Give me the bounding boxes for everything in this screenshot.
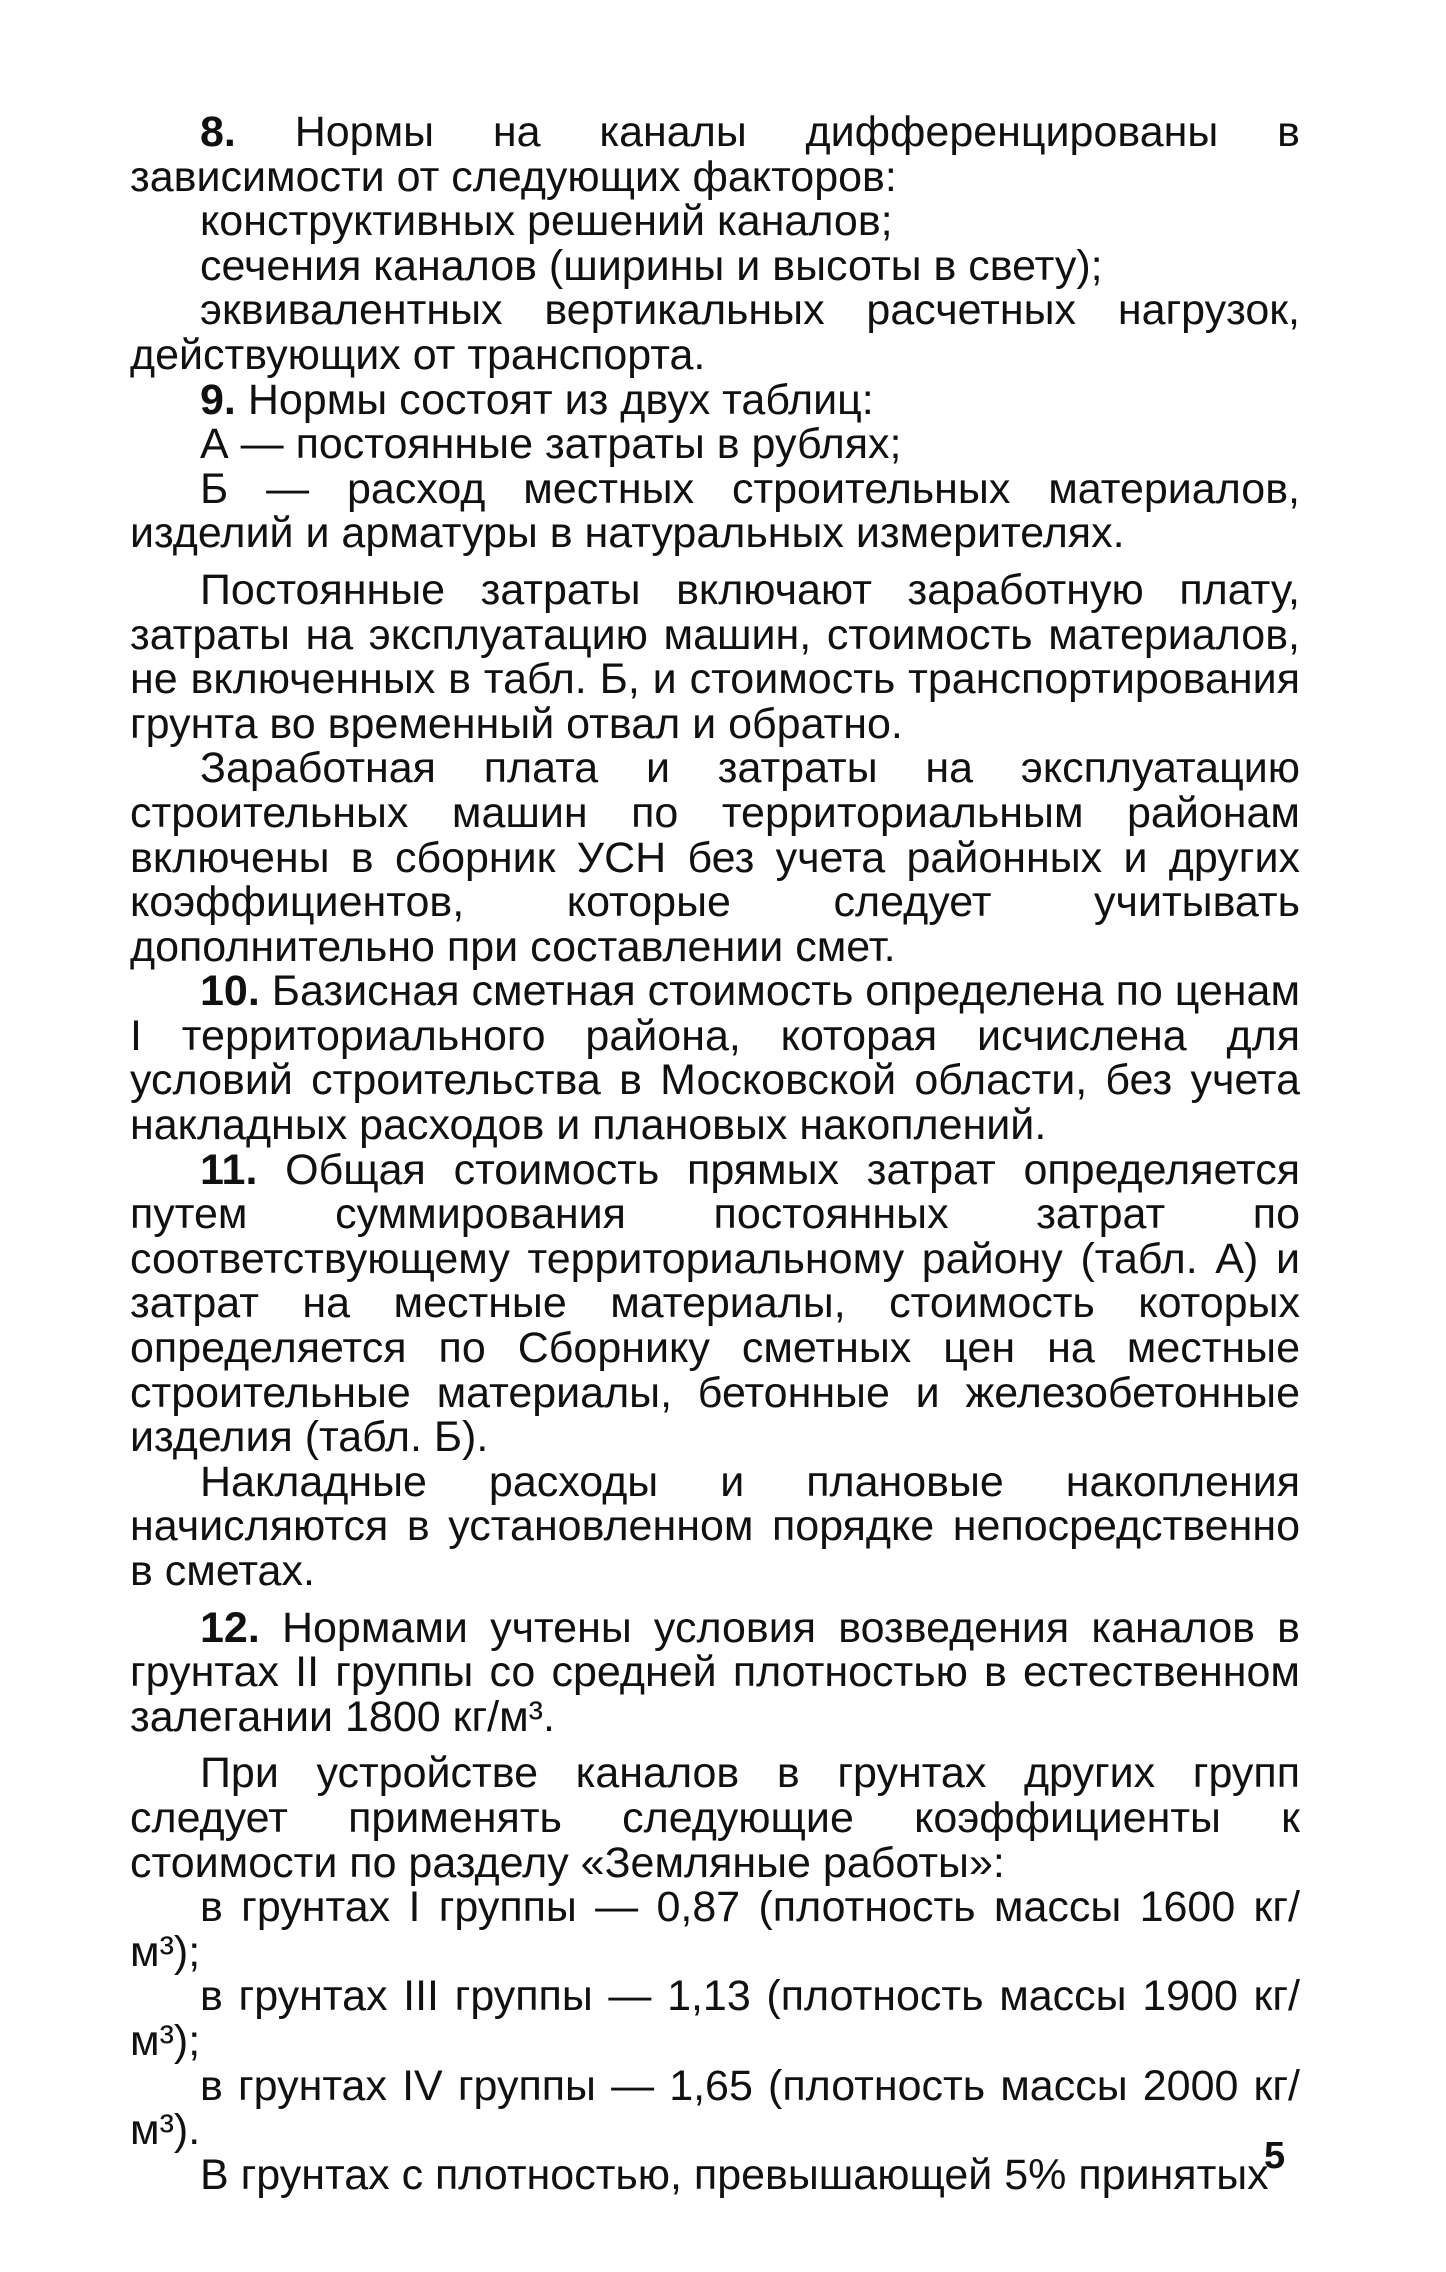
- paragraph-10: [130, 967, 1301, 1150]
- paragraph-density: В грунтах с плотностью, превышающей 5% принятых: [200, 2150, 1269, 2199]
- item-number: 8.: [200, 108, 236, 156]
- item-number: 12.: [200, 1603, 260, 1652]
- paragraph-coefficients: При устройстве каналов в грунтах других групп следует применять следующие коэффициенты к стоимости по разделу «Земляные работы»:: [130, 1749, 1300, 1887]
- document-page: [130, 110, 1300, 2197]
- paragraph-text: Общая стоимость прямых затрат определяется путем суммирования постоянных затрат по соответствующему территориальному району (табл. А) и затрат на местные материалы, стоимость которых определяется по Сборнику сметных цен на местные строительные материалы, бетонные и железобетонные изделия (табл. Б).: [130, 1145, 1300, 1462]
- item-number: 11.: [200, 1145, 258, 1194]
- table-b-description: Б — расход местных строительных материалов, изделий и арматуры в натуральных измерителях.: [130, 464, 1300, 558]
- page-number: 5: [1264, 2135, 1286, 2177]
- paragraph-8: [130, 110, 1300, 199]
- item-number: 10.: [200, 967, 260, 1016]
- paragraph-9: [130, 375, 1300, 424]
- paragraph-11: [130, 1145, 1300, 1462]
- table-a-description: А — постоянные затраты в рублях;: [200, 420, 902, 469]
- item-number: 9.: [200, 375, 236, 424]
- paragraph-text: Базисная сметная стоимость определена по ценам I территориального района, которая исчислена для условий строительства в Московской области, без учета накладных расходов и плановых накоплений.: [130, 967, 1301, 1150]
- list-item-loads: эквивалентных вертикальных расчетных нагрузок, действующих от транспорта.: [130, 286, 1300, 379]
- paragraph-overheads: Накладные расходы и плановые накопления начисляются в установленном порядке непосредственно в сметах.: [130, 1457, 1300, 1595]
- list-item-construction: конструктивных решений каналов;: [200, 197, 893, 246]
- coefficient-group-4: в грунтах IV группы — 1,65 (плотность массы 2000 кг/м³).: [130, 2061, 1300, 2155]
- paragraph-fixed-costs: Постоянные затраты включают заработную плату, затраты на эксплуатацию машин, стоимость материалов, не включенных в табл. Б, и стоимость транспортирования грунта во временный отвал и обратно.: [130, 565, 1300, 748]
- paragraph-wages: Заработная плата и затраты на эксплуатацию строительных машин по территориальным районам включены в сборник УСН без учета районных и других коэффициентов, которые следует учитывать дополнительно при составлении смет.: [130, 744, 1300, 971]
- coefficient-group-1: в грунтах I группы — 0,87 (плотность массы 1600 кг/м³);: [130, 1883, 1300, 1976]
- list-item-section: сечения каналов (ширины и высоты в свету);: [200, 241, 1103, 290]
- paragraph-12: [130, 1603, 1300, 1741]
- paragraph-text: Нормы на каналы дифференцированы в зависимости от следующих факторов:: [130, 108, 1300, 201]
- paragraph-text: Нормы состоят из двух таблиц:: [235, 375, 874, 424]
- paragraph-text: Нормами учтены условия возведения каналов в грунтах II группы со средней плотностью в естественном залегании 1800 кг/м³.: [130, 1603, 1300, 1741]
- coefficient-group-3: в грунтах III группы — 1,13 (плотность массы 1900 кг/м³);: [130, 1972, 1300, 2065]
